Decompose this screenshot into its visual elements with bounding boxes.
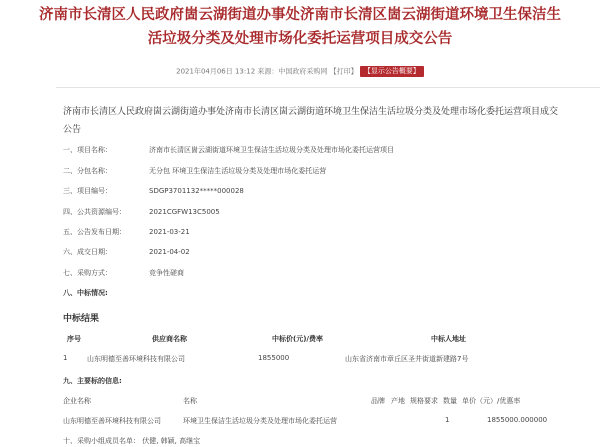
cell-address: 山东省济南市章丘区圣井街道新建路7号 <box>345 355 469 363</box>
col-header-amount: 中标价(元)/费率 <box>272 335 323 343</box>
field-value: 2021-04-02 <box>149 248 190 256</box>
title-line-2: 活垃圾分类及处理市场化委托运营项目成交公告 <box>147 31 453 47</box>
col-header-seq: 序号 <box>67 335 81 343</box>
field-value: 2021-03-21 <box>149 228 190 236</box>
col-header-brand: 品牌 <box>371 397 385 405</box>
print-link[interactable]: 【打印】 <box>329 67 358 76</box>
field-label: 六、成交日期： <box>63 248 112 256</box>
col-header-unit-price: 单价（元）/优惠率 <box>462 397 521 405</box>
field-value: 2021CGFW13C5005 <box>149 208 220 216</box>
title-line-1: 济南市长清区人民政府崮云湖街道办事处济南市长清区崮云湖街道环境卫生保洁生 <box>39 7 561 23</box>
col-header-company: 企业名称 <box>63 397 91 405</box>
field-label: 四、公共资源编号： <box>63 208 126 216</box>
field-label: 二、分包名称： <box>63 167 112 175</box>
cell-seq: 1 <box>63 354 68 362</box>
cell-supplier: 山东明德至善环境科技有限公司 <box>87 355 185 363</box>
publish-date: 2021年04月06日 13:12 <box>176 67 256 76</box>
cell-name: 环境卫生保洁生活垃圾分类及处理市场化委托运营 <box>183 417 337 425</box>
field-value: 竞争性磋商 <box>149 269 184 277</box>
lead-title: 济南市长清区人民政府崮云湖街道办事处济南市长清区崮云湖街道环境卫生保洁生活垃圾分类及处理市场化委托运营项目成交公告 <box>63 107 559 135</box>
divider <box>56 87 600 88</box>
col-header-name: 名称 <box>183 397 197 405</box>
field-label: 一、项目名称： <box>63 146 112 154</box>
result-heading: 中标结果 <box>63 314 100 324</box>
field-value: SDGP3701132*****000028 <box>149 187 244 195</box>
field-label: 七、采购方式： <box>63 269 112 277</box>
field-label: 五、公告发布日期： <box>63 228 126 236</box>
panel-members-label: 十、采购小组成员名单： <box>63 437 140 445</box>
field-value: 无分包 环境卫生保洁生活垃圾分类及处理市场化委托运营 <box>149 167 327 175</box>
field-label: 三、项目编号： <box>63 187 112 195</box>
meta-bar <box>0 66 600 77</box>
field-value: 济南市长清区崮云湖街道环境卫生保洁生活垃圾分类及处理市场化委托运营项目 <box>149 146 394 154</box>
section-8-heading: 八、中标情况: <box>63 289 108 297</box>
cell-qty: 1 <box>445 416 450 424</box>
col-header-qty: 数量 <box>443 397 457 405</box>
panel-members <box>63 436 200 446</box>
col-header-address: 中标人地址 <box>431 335 466 343</box>
col-header-supplier: 供应商名称 <box>152 335 187 343</box>
cell-unit-price: 1855000.000000 <box>487 416 548 424</box>
panel-members-value: 伏健, 韩颖, 高继宝 <box>142 437 201 445</box>
cell-company: 山东明德至善环境科技有限公司 <box>63 417 161 425</box>
col-header-spec: 规格要求 <box>410 397 438 405</box>
cell-amount: 1855000 <box>258 354 290 362</box>
show-summary-button[interactable]: 【显示公告概要】 <box>360 66 424 77</box>
source: 来源：中国政府采购网 <box>257 67 328 76</box>
col-header-origin: 产地 <box>391 397 405 405</box>
section-9-heading: 九、主要标的信息: <box>63 377 122 385</box>
